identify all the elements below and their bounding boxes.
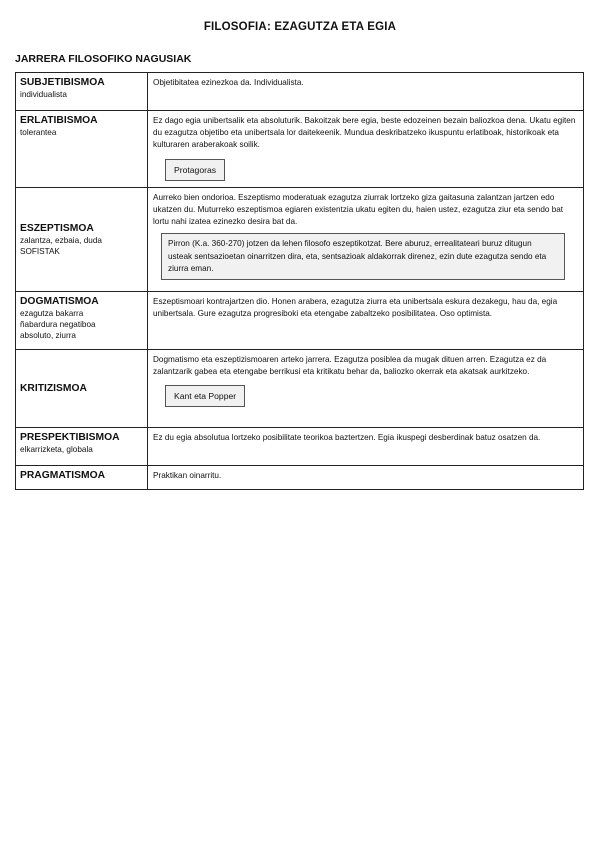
term-subtitle: SOFISTAK [20, 246, 60, 256]
term-subtitle: ezagutza bakarra [20, 308, 84, 318]
table-row [16, 73, 584, 111]
term-name: ERLATIBISMOA [20, 115, 98, 126]
table-row [16, 187, 584, 291]
description-text: Objetibitatea ezinezkoa da. Individualista. [153, 78, 304, 87]
term-subtitle: ñabardura negatiboa [20, 319, 96, 329]
description-cell [148, 427, 584, 465]
term-name: DOGMATISMOA [20, 295, 99, 307]
description-cell [148, 349, 584, 427]
example-box: Protagoras [165, 159, 225, 181]
description-cell [148, 111, 584, 188]
term-subtitle: individualista [20, 90, 67, 99]
term-name: PRAGMATISMOA [20, 469, 106, 481]
description-text: Eszeptismoari kontrajartzen dio. Honen arabera, ezagutza ziurra eta unibertsala eskura dezakegu, hau da, egia unibertsala. Gure ezagutza progresiboki eta etengabe zabaltzeko posibilitatea. Oso optimista. [153, 296, 558, 319]
table-row [16, 465, 584, 489]
term-name: SUBJETIBISMOA [20, 77, 105, 88]
term-cell [16, 349, 148, 427]
term-cell [16, 291, 148, 349]
term-name: PRESPEKTIBISMOA [20, 431, 120, 443]
description-cell [148, 465, 584, 489]
description-text: Dogmatismo eta eszeptizismoaren arteko jarrera. Ezagutza posiblea da mugak dituen arren. Ezagutza ez da zalantzarik gabea eta etengabe berrikusi eta kritikatu behar da, baliozko okerrak eta akatsak aurkitzeko. [153, 354, 547, 377]
description-cell [148, 291, 584, 349]
term-subtitle: zalantza, ezbaia, duda [20, 235, 102, 245]
table-row [16, 111, 584, 188]
page-title: FILOSOFIA: EZAGUTZA ETA EGIA [203, 21, 397, 33]
description-cell [148, 73, 584, 111]
table-row [16, 349, 584, 427]
description-text: Ez dago egia unibertsalik eta absoluturik. Bakoitzak bere egia, beste edozeinen bezain baliozkoa dena. Ukatu egiten du ezagutza objetibo eta unibertsala lor daitekeenik. Mundua deskribatzeko ikuspuntu erlatiboak, historikoak eta kulturaren araberakoak soilik. [153, 116, 576, 150]
section-heading: JARRERA FILOSOFIKO NAGUSIAK [15, 53, 192, 65]
table-row [16, 291, 584, 349]
example-box: Pirron (K.a. 360-270) jotzen da lehen filosofo eszeptikotzat. Bere aburuz, errealitateari buruz ditugun usteak sentsazioetan oinarritzen dira, eta, sentsazioak aldakorrak direnez, ezin dute ezagutza sendo eta ziurra eman. [161, 233, 565, 280]
term-cell [16, 73, 148, 111]
description-text: Praktikan oinarritu. [153, 470, 222, 480]
table-row [16, 427, 584, 465]
term-cell [16, 427, 148, 465]
term-subtitle: tolerantea [20, 128, 57, 137]
philosophy-table [15, 72, 584, 490]
description-text: Ez du egia absolutua lortzeko posibilitate teorikoa baztertzen. Egia ikuspegi desberdinak batuz osatzen da. [153, 432, 541, 442]
term-subtitle: absoluto, ziurra [20, 330, 76, 340]
term-cell [16, 187, 148, 291]
term-name: KRITIZISMOA [20, 382, 87, 394]
example-box: Kant eta Popper [165, 385, 245, 407]
term-cell [16, 465, 148, 489]
term-cell [16, 111, 148, 188]
description-text: Aurreko bien ondorioa. Eszeptismo moderatuak ezagutza ziurrak lortzeko giza gaitasuna zalantzan jartzen edo ukatzen du. Muturreko eszeptismoa egiaren existentzia ukatu egiten du, haien ustez, ezagutza ziur eta sendo bat lortu nahi izatea ezinezko desira bat da. [153, 192, 564, 227]
term-subtitle: elkarrizketa, globala [20, 444, 93, 454]
term-name: ESZEPTISMOA [20, 222, 94, 234]
description-cell [148, 187, 584, 291]
